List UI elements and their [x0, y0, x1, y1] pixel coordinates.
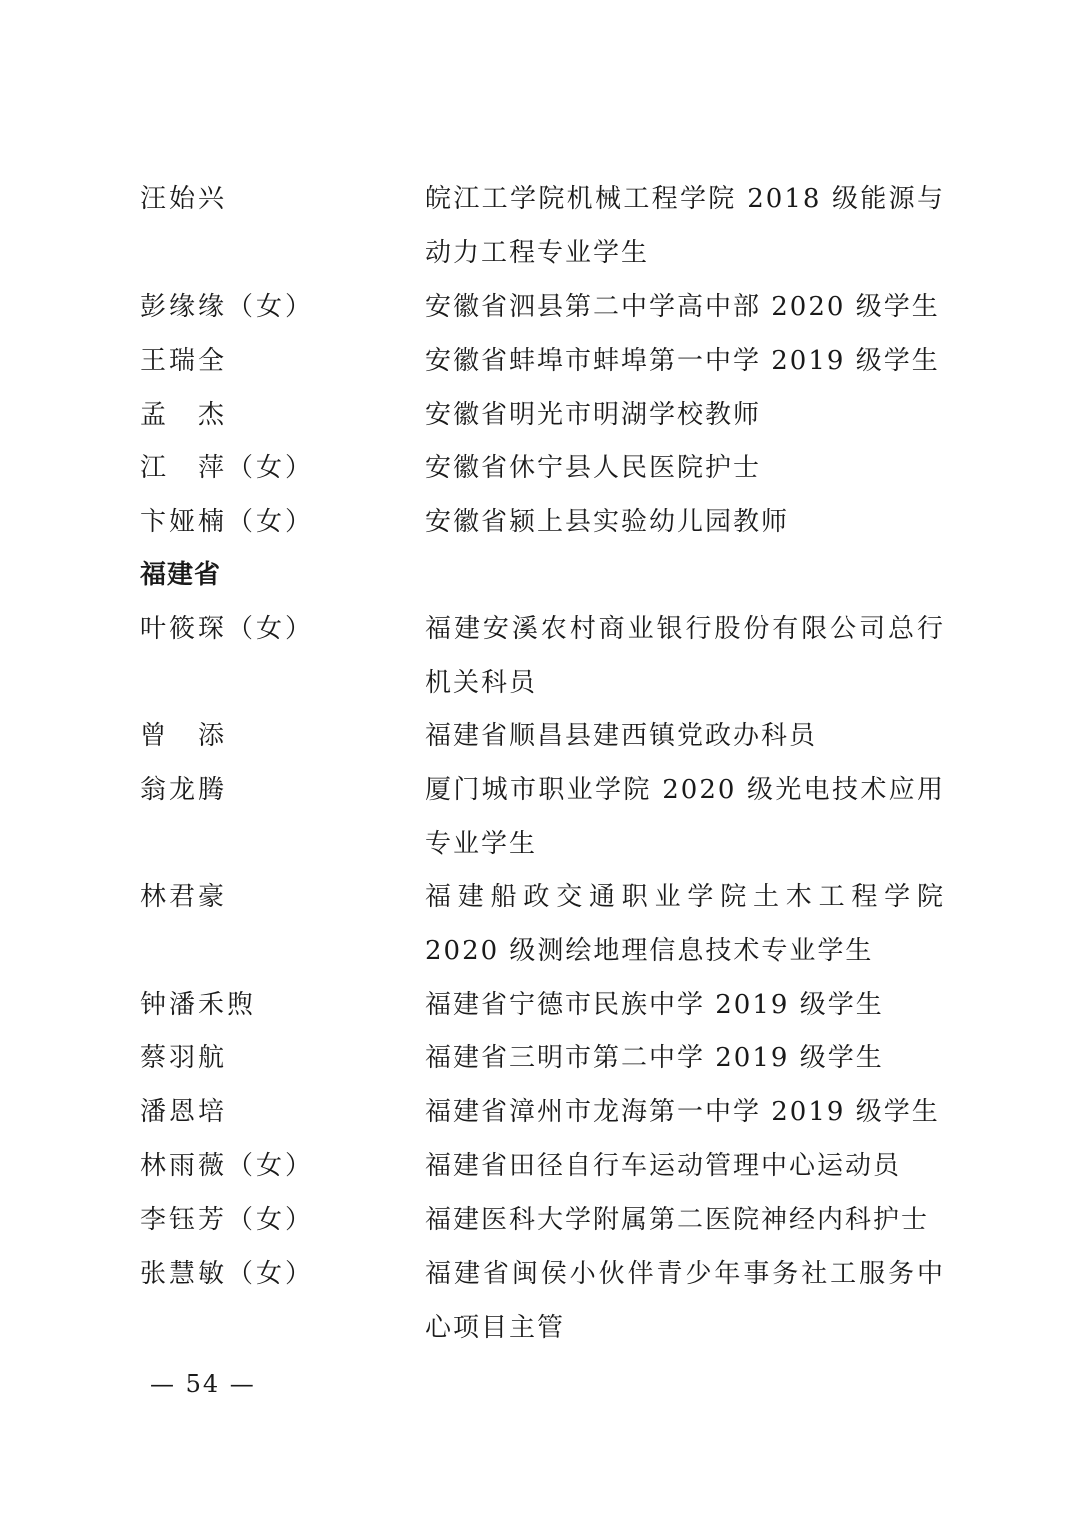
description-line: 心项目主管: [425, 1313, 566, 1343]
description-line: 福建省闽侯小伙伴青少年事务社工服务中: [425, 1259, 945, 1289]
person-name: 王瑞全: [140, 346, 228, 376]
person-description: [425, 870, 945, 978]
description-line: 安徽省蚌埠市蚌埠第一中学 2019 级学生: [425, 346, 940, 376]
person-name: 叶筱琛（女）: [140, 614, 315, 644]
person-description: [425, 441, 945, 495]
description-line: 动力工程专业学生: [425, 238, 650, 268]
person-description: [425, 978, 945, 1032]
description-line: 福建船政交通职业学院土木工程学院: [425, 882, 945, 912]
province-heading: 福建省: [140, 560, 222, 590]
person-name: 江 萍（女）: [140, 453, 315, 483]
person-name: 李钰芳（女）: [140, 1205, 315, 1235]
person-description: [425, 1085, 945, 1139]
person-description: [425, 495, 945, 549]
description-line: 皖江工学院机械工程学院 2018 级能源与: [425, 184, 945, 214]
person-description: [425, 280, 945, 334]
person-description: [425, 1139, 945, 1193]
person-name: 孟 杰: [140, 400, 228, 430]
person-description: [425, 172, 945, 280]
description-line: 2020 级测绘地理信息技术专业学生: [425, 936, 874, 966]
person-description: [425, 1031, 945, 1085]
page-number: — 54 —: [150, 1370, 256, 1398]
person-description: [425, 709, 945, 763]
person-name: 潘恩培: [140, 1097, 228, 1127]
person-name: 张慧敏（女）: [140, 1259, 315, 1289]
person-description: [425, 334, 945, 388]
person-name: 林雨薇（女）: [140, 1151, 315, 1181]
description-line: 福建省顺昌县建西镇党政办科员: [425, 721, 818, 751]
person-name: 林君豪: [140, 882, 228, 912]
description-line: 福建省漳州市龙海第一中学 2019 级学生: [425, 1097, 940, 1127]
description-line: 安徽省明光市明湖学校教师: [425, 400, 762, 430]
person-description: [425, 602, 945, 710]
person-name: 彭缘缘（女）: [140, 292, 315, 322]
description-line: 福建省田径自行车运动管理中心运动员: [425, 1151, 902, 1181]
person-name: 翁龙腾: [140, 775, 228, 805]
person-description: [425, 1193, 945, 1247]
person-name: 汪始兴: [140, 184, 228, 214]
person-name: 钟潘禾煦: [140, 990, 257, 1020]
person-name: 曾 添: [140, 721, 228, 751]
person-name: 卞娅楠（女）: [140, 507, 315, 537]
person-description: [425, 388, 945, 442]
description-line: 安徽省休宁县人民医院护士: [425, 453, 762, 483]
description-line: 专业学生: [425, 829, 538, 859]
description-line: 安徽省颍上县实验幼儿园教师: [425, 507, 790, 537]
description-line: 福建省宁德市民族中学 2019 级学生: [425, 990, 884, 1020]
description-line: 福建医科大学附属第二医院神经内科护士: [425, 1205, 930, 1235]
description-line: 福建安溪农村商业银行股份有限公司总行: [425, 614, 945, 644]
description-line: 安徽省泗县第二中学高中部 2020 级学生: [425, 292, 940, 322]
person-description: [425, 1247, 945, 1355]
description-line: 厦门城市职业学院 2020 级光电技术应用: [425, 775, 945, 805]
person-name: 蔡羽航: [140, 1043, 228, 1073]
description-line: 机关科员: [425, 668, 538, 698]
person-description: [425, 763, 945, 871]
description-line: 福建省三明市第二中学 2019 级学生: [425, 1043, 884, 1073]
